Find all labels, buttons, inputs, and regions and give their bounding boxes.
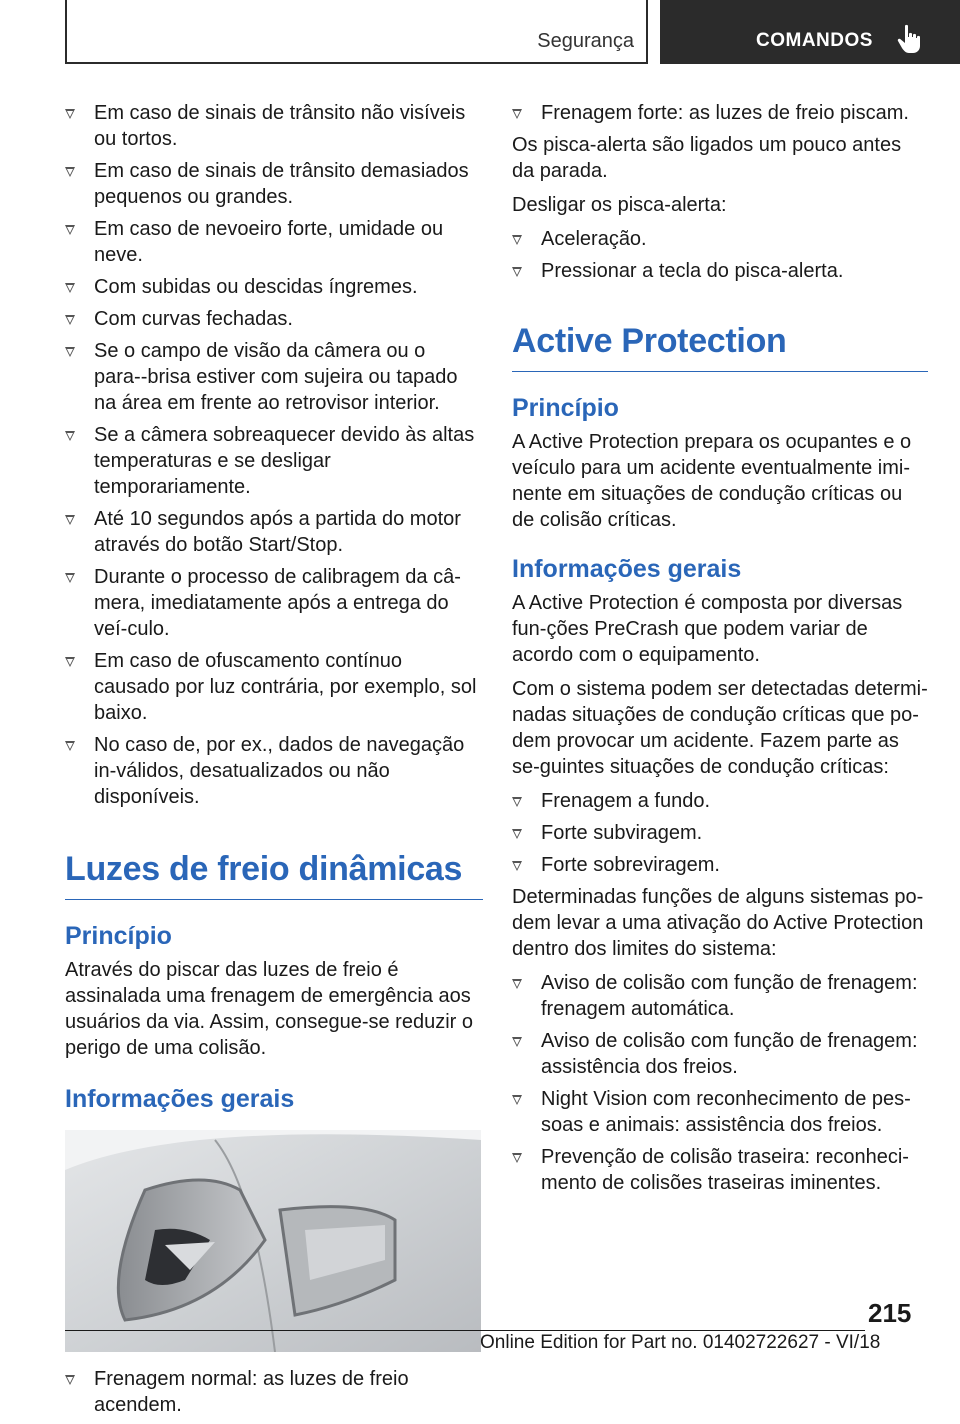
triangle-bullet-icon <box>65 315 75 325</box>
bullet-item <box>65 100 483 152</box>
bullet-item <box>65 216 483 268</box>
left-bullet-after-image <box>65 1366 483 1418</box>
triangle-bullet-icon <box>512 979 522 989</box>
hazard-paragraph: Os pisca-alerta são ligados um pouco antes da parada. <box>512 134 902 182</box>
header-chapter-box <box>660 0 960 64</box>
bullet-text: Night Vision com reconhecimento de pes‐soas e animais: assistência dos freios. <box>541 1088 911 1136</box>
info-paragraph-3: Determinadas funções de alguns sistemas po‐dem levar a uma ativação do Active Protection dentro dos limites do sistema: <box>512 886 924 960</box>
bullet-text: Prevenção de colisão traseira: reconheci‐mento de colisões traseiras iminentes. <box>541 1146 909 1194</box>
triangle-bullet-icon <box>512 1153 522 1163</box>
bullet-item <box>512 226 928 252</box>
bullet-text: Em caso de sinais de trânsito demasiados pequenos ou grandes. <box>94 160 469 208</box>
bullet-item <box>512 852 928 878</box>
bullet-text: Se a câmera sobreaquecer devido às altas temperaturas e se desligar temporariamente. <box>94 424 475 498</box>
triangle-bullet-icon <box>65 1375 75 1385</box>
triangle-bullet-icon <box>512 235 522 245</box>
bullet-item <box>65 564 483 642</box>
bullet-item <box>512 1086 928 1138</box>
bullet-item <box>65 274 483 300</box>
bullet-text: Aceleração. <box>541 228 647 250</box>
triangle-bullet-icon <box>65 431 75 441</box>
bullet-item <box>512 1028 928 1080</box>
subheading-principio-right: Princípio <box>512 394 619 422</box>
bullet-text: Durante o processo de calibragem da câ‐mera, imediatamente após a entrega do veí‐culo. <box>94 566 461 640</box>
bullet-item <box>512 100 928 126</box>
bullet-item <box>512 820 928 846</box>
triangle-bullet-icon <box>65 657 75 667</box>
bullet-item <box>65 506 483 558</box>
info-paragraph-1: A Active Protection é composta por diversas fun‐ções PreCrash que podem variar de acordo com o equipamento. <box>512 592 903 666</box>
section-heading-dynamic-brake-lights: Luzes de freio dinâmicas <box>65 850 483 900</box>
footer-rule <box>65 1330 865 1331</box>
situations-list <box>512 788 928 878</box>
tail-light-photo <box>65 1130 481 1352</box>
bullet-text: Com subidas ou descidas íngremes. <box>94 276 418 298</box>
functions-list <box>512 970 928 1196</box>
section-heading-active-protection: Active Protection <box>512 322 928 372</box>
triangle-bullet-icon <box>65 573 75 583</box>
left-bullet-list <box>65 100 483 810</box>
triangle-bullet-icon <box>512 1095 522 1105</box>
triangle-bullet-icon <box>512 267 522 277</box>
bullet-text: Em caso de nevoeiro forte, umidade ou neve. <box>94 218 444 266</box>
right-column <box>512 100 928 1202</box>
info-paragraph-2: Com o sistema podem ser detectadas determi‐nadas situações de condução críticas que po‐dem provocar um acidente. Fazem parte as se‐guintes situações de condução críticas: <box>512 678 928 778</box>
triangle-bullet-icon <box>512 829 522 839</box>
triangle-bullet-icon <box>65 741 75 751</box>
footer-edition: Online Edition for Part no. 01402722627 - VI/18 <box>480 1332 881 1353</box>
bullet-item <box>65 306 483 332</box>
bullet-text: Forte sobreviragem. <box>541 854 720 876</box>
triangle-bullet-icon <box>512 109 522 119</box>
header-section-box <box>65 0 648 64</box>
hazard-off-paragraph: Desligar os pisca-alerta: <box>512 194 727 216</box>
header-section-title: Segurança <box>537 30 634 52</box>
triangle-bullet-icon <box>65 283 75 293</box>
bullet-text: Até 10 segundos após a partida do motor através do botão Start/Stop. <box>94 508 461 556</box>
triangle-bullet-icon <box>512 797 522 807</box>
bullet-text: No caso de, por ex., dados de navegação in‐válidos, desatualizados ou não disponíveis. <box>94 734 465 808</box>
bullet-item <box>512 788 928 814</box>
bullet-item <box>65 158 483 210</box>
pointing-hand-icon <box>896 24 922 54</box>
bullet-text: Pressionar a tecla do pisca-alerta. <box>541 260 844 282</box>
page-number: 215 <box>868 1298 912 1328</box>
header-chapter-title: COMANDOS <box>756 30 873 51</box>
bullet-text: Em caso de ofuscamento contínuo causado por luz contrária, por exemplo, sol baixo. <box>94 650 477 724</box>
bullet-item <box>65 422 483 500</box>
principio-text-left: Através do piscar das luzes de freio é assinalada uma frenagem de emergência aos usuários da via. Assim, consegue-se reduzir o perigo de uma colisão. <box>65 959 473 1059</box>
subheading-principio-left: Princípio <box>65 922 172 950</box>
bullet-text: Frenagem normal: as luzes de freio acendem. <box>94 1368 409 1416</box>
bullet-text: Forte subviragem. <box>541 822 703 844</box>
bullet-text: Aviso de colisão com função de frenagem: frenagem automática. <box>541 972 918 1020</box>
triangle-bullet-icon <box>65 225 75 235</box>
bullet-text: Frenagem forte: as luzes de freio piscam. <box>541 102 909 124</box>
bullet-item <box>65 1366 483 1418</box>
bullet-item <box>512 970 928 1022</box>
bullet-item <box>512 1144 928 1196</box>
triangle-bullet-icon <box>512 861 522 871</box>
triangle-bullet-icon <box>65 347 75 357</box>
subheading-info-right: Informações gerais <box>512 555 742 583</box>
principio-text-right: A Active Protection prepara os ocupantes e o veículo para um acidente eventualmente imi‐nente em situações de condução críticas ou de colisão críticas. <box>512 431 912 531</box>
bullet-item <box>65 338 483 416</box>
bullet-text: Em caso de sinais de trânsito não visíveis ou tortos. <box>94 102 466 150</box>
bullet-text: Aviso de colisão com função de frenagem: assistência dos freios. <box>541 1030 918 1078</box>
bullet-item <box>512 258 928 284</box>
triangle-bullet-icon <box>65 167 75 177</box>
triangle-bullet-icon <box>512 1037 522 1047</box>
triangle-bullet-icon <box>65 109 75 119</box>
bullet-text: Frenagem a fundo. <box>541 790 710 812</box>
triangle-bullet-icon <box>65 515 75 525</box>
bullet-text: Se o campo de visão da câmera ou o para-‐brisa estiver com sujeira ou tapado na área em frente ao retrovisor interior. <box>94 340 458 414</box>
right-bullet-first <box>512 100 928 126</box>
left-column <box>65 100 483 1424</box>
bullet-item <box>65 732 483 810</box>
subheading-info-left: Informações gerais <box>65 1085 295 1113</box>
bullet-item <box>65 648 483 726</box>
bullet-text: Com curvas fechadas. <box>94 308 293 330</box>
hazard-off-list <box>512 226 928 284</box>
